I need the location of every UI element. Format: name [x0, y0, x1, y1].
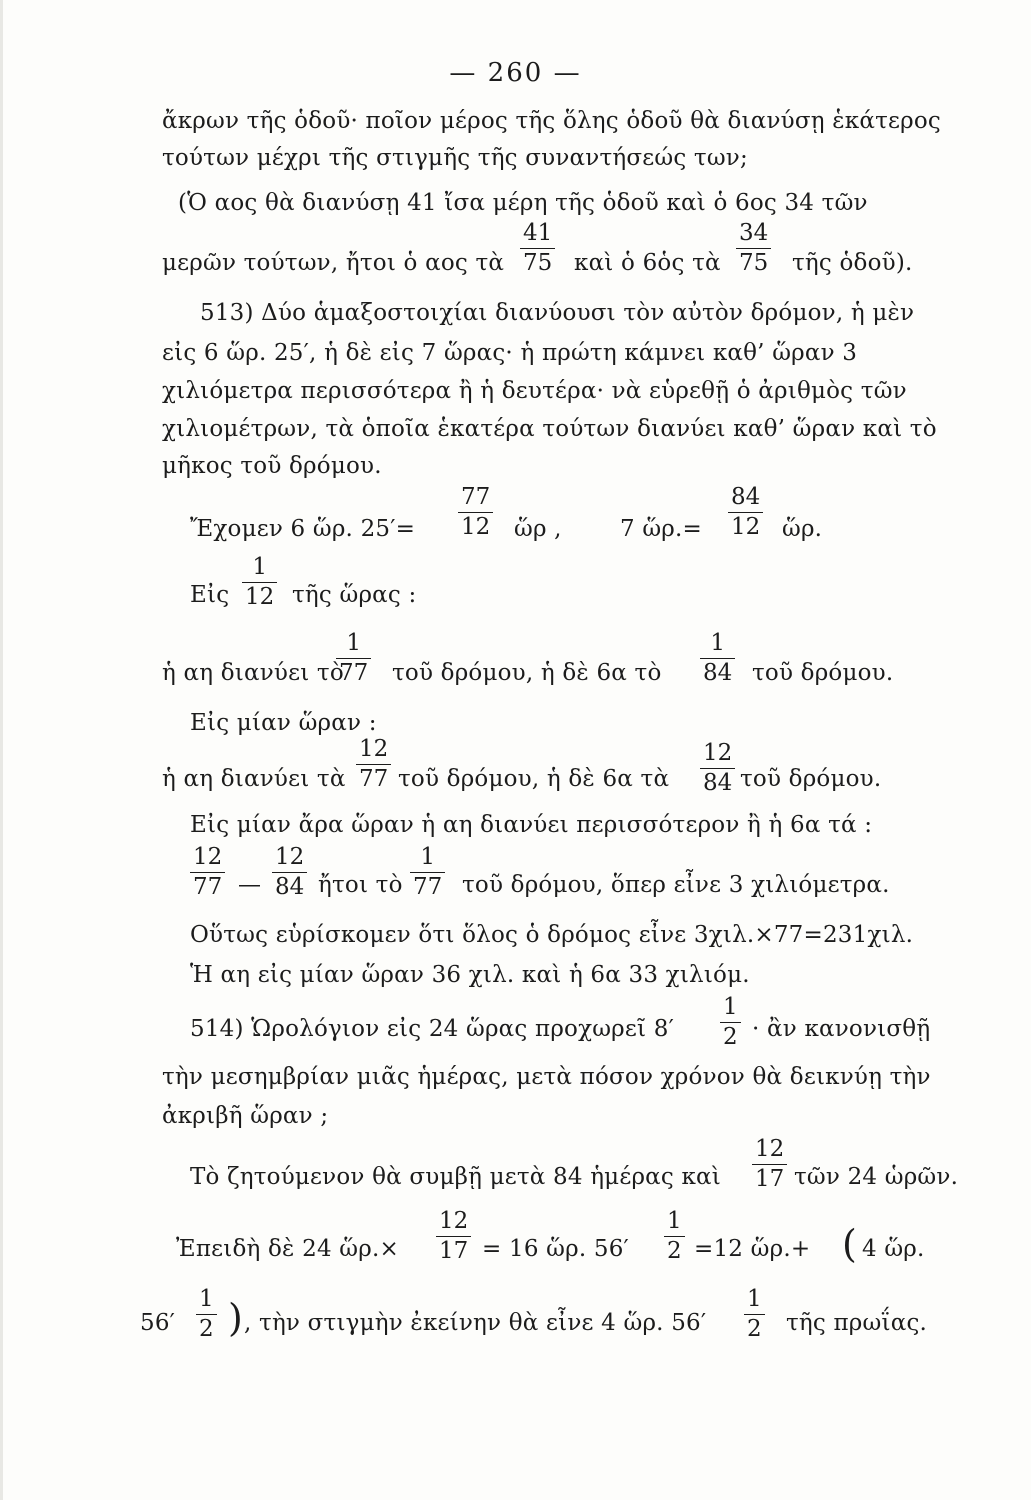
text-that-is: ἤτοι τὸ	[318, 872, 403, 898]
text-4-hours: 4 ὥρ.	[862, 1236, 925, 1262]
problem-513-line-2: εἰς 6 ὥρ. 25′, ἡ δὲ εἰς 7 ὥρας· ἡ πρώτη κάμνει καθ’ ὥραν 3	[162, 340, 858, 366]
page-number: — 260 —	[449, 58, 582, 88]
fraction-1-77-b	[410, 846, 445, 899]
fraction-numerator: 1	[667, 1208, 682, 1234]
problem-514-line-3: ἀκριβῆ ὥραν ;	[162, 1103, 329, 1129]
text-line-2: τούτων μέχρι τῆς στιγμῆς τῆς συναντήσεώς των;	[162, 145, 748, 171]
fraction-numerator: 1	[346, 630, 361, 656]
text-of-road-2: τοῦ δρόμου.	[740, 766, 882, 792]
fraction-numerator: 12	[359, 736, 389, 762]
minus-sign: —	[238, 872, 261, 898]
equation-line-hours: Ἔχομεν 6 ὥρ. 25′=	[190, 516, 416, 542]
unit-hours-text: ὥρ ,	[514, 516, 562, 542]
fraction-numerator: 1	[199, 1286, 214, 1312]
fraction-denominator: 12	[458, 512, 493, 539]
fraction-1-2-c	[196, 1288, 217, 1341]
fraction-34-75	[736, 222, 771, 275]
fraction-numerator: 1	[747, 1286, 762, 1312]
problem-513-line-4: χιλιομέτρων, τὰ ὁποῖα ἑκατέρα τούτων διανύει καθ’ ὥραν καὶ τὸ	[162, 416, 937, 442]
text-56-minutes: 56′	[140, 1310, 176, 1336]
first-train-share-label: ἡ αη διανύει τὸ	[162, 660, 344, 686]
fraction-numerator: 1	[420, 844, 435, 870]
problem-513-line-1: 513) Δύο ἁμαξοστοιχίαι διανύουσι τὸν αὐτὸν δρόμον, ἡ μὲν	[200, 300, 915, 326]
fraction-numerator: 12	[439, 1208, 469, 1234]
close-parenthesis: )	[228, 1296, 243, 1340]
fraction-12-84	[700, 742, 735, 795]
fraction-12-77	[356, 738, 391, 791]
fraction-denominator: 2	[720, 1022, 741, 1049]
fraction-denominator: 17	[436, 1236, 471, 1263]
text-total-road: Οὕτως εὑρίσκομεν ὅτι ὅλος ὁ δρόμος εἶνε 3χιλ.×77=231χιλ.	[190, 922, 914, 948]
fraction-numerator: 12	[193, 844, 223, 870]
text-since-24-hours: Ἐπειδὴ δὲ 24 ὥρ.×	[176, 1236, 399, 1262]
fraction-denominator: 77	[190, 872, 225, 899]
fraction-77-12	[458, 486, 493, 539]
open-parenthesis: (	[842, 1222, 857, 1266]
fraction-1-12	[242, 556, 277, 609]
fraction-denominator: 75	[736, 248, 771, 275]
fraction-numerator: 12	[755, 1136, 785, 1162]
page-edge	[0, 0, 3, 1500]
fraction-denominator: 2	[196, 1314, 217, 1341]
fraction-41-75	[520, 222, 555, 275]
fraction-numerator: 1	[252, 554, 267, 580]
text-three-km: τοῦ δρόμου, ὅπερ εἶνε 3 χιλιόμετρα.	[462, 872, 890, 898]
fraction-denominator: 77	[410, 872, 445, 899]
text-line-4b: καὶ ὁ 6ὁς τὰ	[574, 250, 721, 276]
fraction-numerator: 34	[739, 220, 769, 246]
text-speeds: Ἡ αη εἰς μίαν ὥραν 36 χιλ. καὶ ἡ 6α 33 χιλιόμ.	[190, 962, 750, 988]
text-line-4a: μερῶν τούτων, ἤτοι ὁ αος τὰ	[162, 250, 505, 276]
fraction-numerator: 12	[703, 740, 733, 766]
fraction-denominator: 75	[520, 248, 555, 275]
text-line-4c: τῆς ὁδοῦ).	[792, 250, 913, 276]
text-equals-12-hours: =12 ὥρ.+	[694, 1236, 811, 1262]
fraction-denominator: 84	[700, 658, 735, 685]
fraction-numerator: 84	[731, 484, 761, 510]
text-in-label: Εἰς	[190, 582, 230, 608]
text-at-that-moment: , τὴν στιγμὴν ἐκείνην θὰ εἶνε 4 ὥρ. 56′	[244, 1310, 707, 1336]
fraction-1-77	[336, 632, 371, 685]
text-line-3: (Ὁ αος θὰ διανύσῃ 41 ἴσα μέρη τῆς ὁδοῦ καὶ ὁ 6ος 34 τῶν	[178, 190, 868, 216]
fraction-denominator: 77	[336, 658, 371, 685]
text-of-hour: τῆς ὥρας :	[292, 582, 417, 608]
fraction-12-17-a	[752, 1138, 787, 1191]
problem-514-line-1: 514) Ὡρολόγιον εἰς 24 ὥρας προχωρεῖ 8′	[190, 1016, 674, 1042]
problem-514-line-2: τὴν μεσημβρίαν μιᾶς ἡμέρας, μετὰ πόσον χρόνον θὰ δεικνύῃ τὴν	[162, 1064, 931, 1090]
fraction-1-2-a	[720, 996, 741, 1049]
text-morning: τῆς πρωΐας.	[786, 1310, 928, 1336]
fraction-1-2-b	[664, 1210, 685, 1263]
fraction-numerator: 41	[523, 220, 553, 246]
fraction-denominator: 12	[242, 582, 277, 609]
text-equals-16-hours: = 16 ὥρ. 56′	[482, 1236, 629, 1262]
fraction-numerator: 1	[723, 994, 738, 1020]
problem-514-line-1-end: · ἂν κανονισθῇ	[752, 1016, 931, 1042]
first-train-hour-label: ἡ αη διανύει τὰ	[162, 766, 346, 792]
fraction-denominator: 84	[700, 768, 735, 795]
unit-hours-text-2: ὥρ.	[782, 516, 823, 542]
fraction-denominator: 17	[752, 1164, 787, 1191]
text-of-road: τοῦ δρόμου.	[752, 660, 894, 686]
problem-513-line-3: χιλιόμετρα περισσότερα ἢ ἡ δευτέρα· νὰ εὑρεθῇ ὁ ἀριθμὸς τῶν	[162, 378, 907, 404]
text-sought-result: Τὸ ζητούμενον θὰ συμβῇ μετὰ 84 ἡμέρας καὶ	[190, 1164, 722, 1190]
equation-seven-hours: 7 ὥρ.=	[620, 516, 703, 542]
fraction-denominator: 2	[664, 1236, 685, 1263]
problem-513-line-5: μῆκος τοῦ δρόμου.	[162, 453, 382, 479]
fraction-12-84-b	[272, 846, 307, 899]
text-line-1: ἄκρων τῆς ὁδοῦ· ποῖον μέρος τῆς ὅλης ὁδοῦ θὰ διανύσῃ ἑκάτερος	[162, 108, 941, 134]
text-in-one-hour: Εἰς μίαν ὥραν :	[190, 710, 377, 736]
fraction-1-2-d	[744, 1288, 765, 1341]
fraction-12-17-b	[436, 1210, 471, 1263]
text-difference-line: Εἰς μίαν ἄρα ὥραν ἡ αη διανύει περισσότερον ἢ ἡ 6α τά :	[190, 812, 873, 838]
fraction-numerator: 77	[461, 484, 491, 510]
fraction-1-84	[700, 632, 735, 685]
text-of-24-hours: τῶν 24 ὡρῶν.	[794, 1164, 959, 1190]
second-train-share-label: τοῦ δρόμου, ἡ δὲ 6α τὸ	[392, 660, 662, 686]
fraction-numerator: 12	[275, 844, 305, 870]
fraction-84-12	[728, 486, 763, 539]
fraction-denominator: 77	[356, 764, 391, 791]
second-train-hour-label: τοῦ δρόμου, ἡ δὲ 6α τὰ	[398, 766, 670, 792]
fraction-denominator: 84	[272, 872, 307, 899]
fraction-12-77-b	[190, 846, 225, 899]
fraction-denominator: 12	[728, 512, 763, 539]
fraction-numerator: 1	[710, 630, 725, 656]
fraction-denominator: 2	[744, 1314, 765, 1341]
